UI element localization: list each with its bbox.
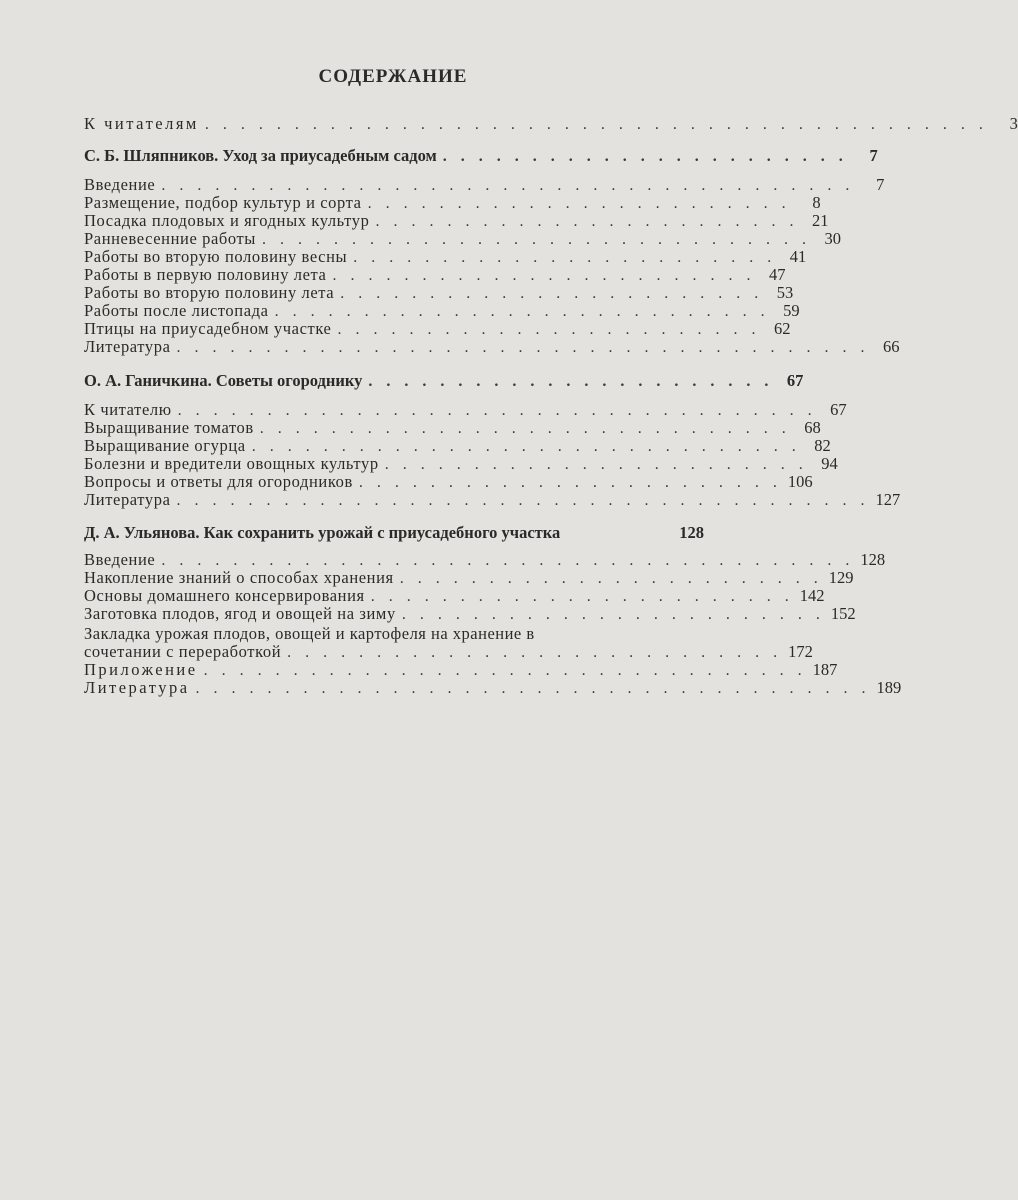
entry-page: 41 xyxy=(789,247,807,266)
entry-title: Ранневесенние работы xyxy=(84,229,256,248)
entry-page: 94 xyxy=(821,454,838,473)
toc-entry xyxy=(84,490,901,510)
section-page: 67 xyxy=(786,371,804,390)
section-page: 7 xyxy=(869,146,878,165)
entry-page: 21 xyxy=(811,211,829,230)
leader-dots: . . . . . . . . . . . . . . . . . . . . . . . xyxy=(368,373,774,390)
entry-page: 67 xyxy=(830,400,847,419)
leader-dots: . . . . . . . . . . . . . . . . . . . . . . . . . . . . . . . . . . . . . . . xyxy=(161,177,855,194)
section-title: Д. А. Ульянова. Как сохранить урожай с приусадебного участка xyxy=(84,523,561,542)
leader-dots: . . . . . . . . . . . . . . . . . . . . . . . . xyxy=(370,588,794,605)
entry-page: 3 xyxy=(1009,114,1018,133)
leader-dots: . . . . . . . . . . . . . . . . . . . . . . . . xyxy=(399,570,823,587)
entry-page: 62 xyxy=(773,319,791,338)
entry-page: 127 xyxy=(875,490,901,509)
entry-title: Основы домашнего консервирования xyxy=(84,586,365,605)
leader-dots: . . . . . . . . . . . . . . . . . . . . . . . . xyxy=(340,285,764,302)
entry-title: Работы во вторую половину весны xyxy=(84,247,348,266)
leader-dots: . . . . . . . . . . . . . . . . . . . . . . . . . . . . xyxy=(274,303,770,320)
entry-title: Работы после листопада xyxy=(84,301,269,320)
entry-title: К читателю xyxy=(84,400,172,419)
entry-title: Введение xyxy=(84,175,156,194)
entry-page: 152 xyxy=(830,604,856,623)
section-page: 128 xyxy=(679,523,704,542)
leader-dots: . . . . . . . . . . . . . . . . . . . . . . . . . . . . . . xyxy=(259,420,791,437)
leader-dots: . . . . . . . . . . . . . . . . . . . . . . . . xyxy=(353,249,777,266)
entry-page: 47 xyxy=(768,265,786,284)
entry-title: Литература xyxy=(84,337,171,356)
section-heading xyxy=(84,524,704,542)
entry-title: Введение xyxy=(84,550,156,569)
section-heading xyxy=(84,371,804,391)
leader-dots: . . . . . . . . . . . . . . . . . . . . . . . xyxy=(442,148,848,165)
entry-title: Выращивание томатов xyxy=(84,418,254,437)
entry-page: 68 xyxy=(804,418,821,437)
entry-page: 189 xyxy=(876,678,902,697)
entry-title: Болезни и вредители овощных культур xyxy=(84,454,379,473)
entry-page: 82 xyxy=(814,436,831,455)
entry-title: Приложение xyxy=(84,660,198,679)
entry-title: Работы в первую половину лета xyxy=(84,265,327,284)
entry-title: Птицы на приусадебном участке xyxy=(84,319,332,338)
leader-dots: . . . . . . . . . . . . . . . . . . . . . . . . . . . . . . . . . . . . . . . xyxy=(176,492,870,509)
entry-page: 30 xyxy=(824,229,841,248)
entry-title: Накопление знаний о способах хранения xyxy=(84,568,394,587)
leader-dots: . . . . . . . . . . . . . . . . . . . . . . . . xyxy=(332,267,756,284)
leader-dots: . . . . . . . . . . . . . . . . . . . . . . . . . . . . . . . . . . . . . . xyxy=(195,680,871,697)
entry-page: 53 xyxy=(776,283,794,302)
leader-dots: . . . . . . . . . . . . . . . . . . . . . . . . xyxy=(384,456,808,473)
entry-page: 66 xyxy=(883,337,900,356)
leader-dots: . . . . . . . . . . . . . . . . . . . . . . . . . . . . . . . . . . . . . . . xyxy=(161,552,855,569)
entry-page: 128 xyxy=(860,550,886,569)
leader-dots: . . . . . . . . . . . . . . . . . . . . . . . . xyxy=(367,195,791,212)
toc-entry-intro xyxy=(84,114,1018,134)
toc-entry-line1: Закладка урожая плодов, овощей и картофеля на хранение в xyxy=(84,624,535,643)
entry-title: К читателям xyxy=(84,114,199,133)
leader-dots: . . . . . . . . . . . . . . . . . . . . . . . . . . . . xyxy=(287,644,783,661)
leader-dots: . . . . . . . . . . . . . . . . . . . . . . . . . . . . . . . xyxy=(262,231,811,248)
leader-dots: . . . . . . . . . . . . . . . . . . . . . . . . . . . . . . . . . . . . . . . . . . . . xyxy=(204,116,988,133)
entry-page: 59 xyxy=(783,301,800,320)
toc-entry xyxy=(84,337,900,357)
entry-title: Размещение, подбор культур и сорта xyxy=(84,193,362,212)
entry-title: Вопросы и ответы для огородников xyxy=(84,472,353,491)
entry-page: 187 xyxy=(812,660,838,679)
section-title: О. А. Ганичкина. Советы огороднику xyxy=(84,371,363,390)
entry-page: 7 xyxy=(876,175,885,194)
entry-page: 106 xyxy=(787,472,813,491)
leader-dots: . . . . . . . . . . . . . . . . . . . . . . . . . . . . . . . . . . . . xyxy=(177,402,817,419)
section-title: С. Б. Шляпников. Уход за приусадебным садом xyxy=(84,146,437,165)
entry-title: сочетании с переработкой xyxy=(84,642,282,661)
entry-page: 142 xyxy=(799,586,825,605)
entry-page: 129 xyxy=(828,568,854,587)
leader-dots: . . . . . . . . . . . . . . . . . . . . . . . . xyxy=(358,474,782,491)
section-heading xyxy=(84,146,878,166)
entry-title: Заготовка плодов, ягод и овощей на зиму xyxy=(84,604,396,623)
entry-title: Литература xyxy=(84,678,190,697)
leader-dots: . . . . . . . . . . . . . . . . . . . . . . . . xyxy=(401,606,825,623)
leader-dots: . . . . . . . . . . . . . . . . . . . . . . . . . . . . . . . . . . xyxy=(203,662,807,679)
leader-dots: . . . . . . . . . . . . . . . . . . . . . . . . xyxy=(337,321,761,338)
leader-dots: . . . . . . . . . . . . . . . . . . . . . . . . xyxy=(375,213,799,230)
entry-page: 8 xyxy=(812,193,821,212)
page-title: СОДЕРЖАНИЕ xyxy=(318,66,468,87)
toc-entry xyxy=(84,604,856,624)
toc-entry xyxy=(84,678,902,698)
entry-title: Посадка плодовых и ягодных культур xyxy=(84,211,370,230)
entry-title: Выращивание огурца xyxy=(84,436,246,455)
entry-title: Литература xyxy=(84,490,171,509)
toc-entry xyxy=(84,472,813,492)
leader-dots: . . . . . . . . . . . . . . . . . . . . . . . . . . . . . . . . . . . . . . . xyxy=(176,339,870,356)
entry-title: Работы во вторую половину лета xyxy=(84,283,335,302)
toc-entry xyxy=(84,319,791,339)
entry-page: 172 xyxy=(788,642,813,661)
leader-dots: . . . . . . . . . . . . . . . . . . . . . . . . . . . . . . . xyxy=(251,438,801,455)
